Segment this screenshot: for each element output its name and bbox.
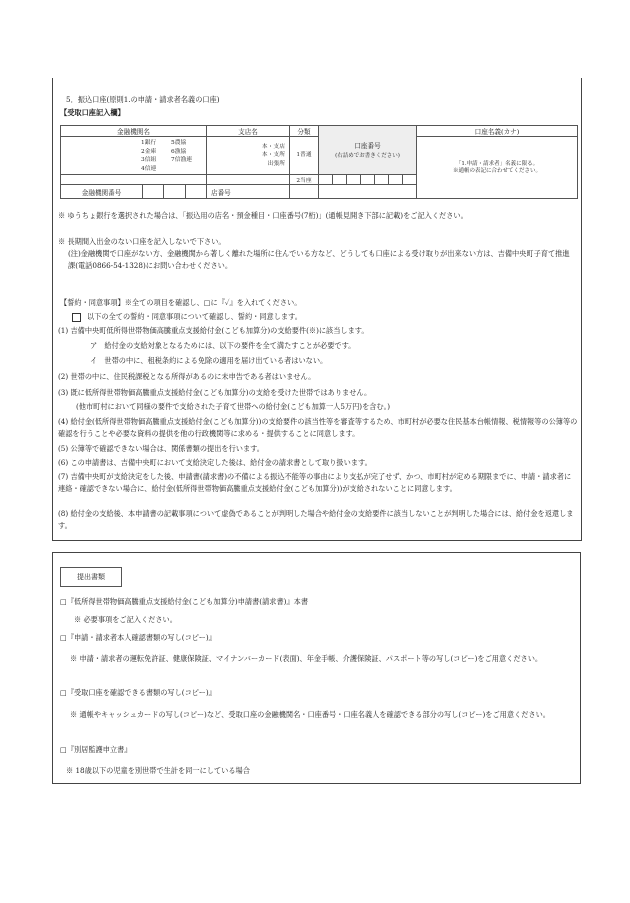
acct-digit-7[interactable] — [403, 175, 417, 185]
class-futsu: 1普通 — [296, 152, 312, 159]
holder-cell[interactable] — [417, 137, 578, 199]
account-number-cell[interactable] — [319, 126, 417, 175]
documents-tag: 提出書類 — [60, 567, 122, 587]
branch-name-cell[interactable] — [207, 137, 290, 175]
doc-4: □『別居監護申立書』 — [60, 745, 132, 754]
pledge-item-3: (3) 既に低所得世帯物価高騰重点支援給付金(こども加算分)の支給を受けた世帯ではありません。 — [58, 388, 372, 397]
acct-digit-5[interactable] — [375, 175, 389, 185]
acct-digit-6[interactable] — [389, 175, 403, 185]
branch-type-shucchojo: 出張所 — [267, 160, 285, 167]
bank-type-shingyoren: 7信漁連 — [171, 157, 193, 163]
class-cell[interactable] — [290, 137, 319, 175]
pledge-item-3-note: (他市町村において同様の要件で支給された子育て世帯への給付金(こども加算一人5万円)を含む。) — [76, 402, 391, 411]
note-yucho: ※ ゆうちょ銀行を選択された場合は、「振込用の店名・預金種目・口座番号(7桁)」(通帳見開き下部に記載)をご記入ください。 — [58, 211, 468, 220]
bank-type-bank: 1銀行 — [141, 140, 157, 146]
header-account-number: 口座番号 — [354, 142, 381, 150]
bank-type-gyokyo: 6漁協 — [171, 148, 187, 155]
header-class: 分類 — [290, 126, 319, 137]
doc-3-note: ※ 通帳やキャッシュカードの写し(コピー)など、受取口座の金融機関名・口座番号・口座名義人を確認できる部分の写し(コピー)をご用意ください。 — [70, 710, 550, 719]
acct-digit-4[interactable] — [361, 175, 375, 185]
branch-blank-row — [207, 175, 290, 185]
bank-type-nokyo: 5農協 — [171, 140, 187, 146]
bank-type-shinren: 4信連 — [141, 165, 157, 172]
pledge-item-8: (8) 給付金の支給後、本申請書の記載事項について虚偽であることが判明した場合や給付金の支給要件に該当しないことが判明した場合には、給付金を返還します。 — [58, 509, 574, 530]
pledge-item-2: (2) 世帯の中に、住民税課税となる所得があるのに未申告である者はいません。 — [58, 372, 316, 381]
pledge-item-1b: イ 世帯の中に、租税条約による免除の適用を届け出ている者はいない。 — [90, 356, 328, 365]
section5-title: 5．振込口座(原則1.の申請・請求者名義の口座) — [66, 95, 220, 104]
pledge-item-1a: ア 給付金の支給対象となるためには、以下の要件を全て満たすことが必要です。 — [90, 341, 356, 350]
account-table — [60, 125, 578, 199]
note-long-term-2: (注)金融機関で口座がない方、金融機関から著しく離れた場所に住んでいる方など、どうしても口座による受け取りが出来ない方は、吉備中央町子育て推進課(電話0866-54-1328)にお問い合わせください。 — [68, 249, 570, 270]
acct-digit-3[interactable] — [347, 175, 361, 185]
section5-subtitle: 【受取口座記入欄】 — [60, 108, 125, 117]
branch-code-label: 店番号 — [207, 185, 290, 199]
doc-2: □『申請・請求者本人確認書類の写し(コピー)』 — [60, 633, 216, 642]
branch-code-box[interactable] — [290, 185, 319, 199]
holder-note-1: 「1.申請・請求者」名義に限る。 — [455, 160, 539, 167]
doc-2-note: ※ 申請・請求者の運転免許証、健康保険証、マイナンバーカード(表面)、年金手帳、介護保険証、パスポート等の写し(コピー)をご用意ください。 — [70, 654, 543, 663]
bank-name-cell[interactable] — [61, 137, 207, 175]
doc-3: □『受取口座を確認できる書類の写し(コピー)』 — [60, 688, 216, 697]
bank-code-digit-1[interactable] — [143, 185, 164, 199]
doc-1: □『低所得世帯物価高騰重点支援給付金(こども加算分)申請書(請求書)』本書 — [60, 597, 309, 606]
pledge-item-1: (1) 吉備中央町低所得世帯物価高騰重点支援給付金(こども加算分)の支給要件(※)に該当します。 — [58, 326, 369, 335]
bank-blank-row — [61, 175, 207, 185]
acct-digit-1[interactable] — [319, 175, 333, 185]
pledge-agree-row[interactable] — [72, 312, 302, 322]
acct-bottom-row — [319, 185, 417, 199]
class-toza: 2当座 — [290, 175, 319, 185]
agree-all-label: 以下の全ての誓約・同意事項について確認し、誓約・同意します。 — [87, 312, 302, 321]
branch-type-honshisho: 本・支所 — [261, 152, 285, 159]
agree-checkbox[interactable] — [72, 313, 81, 322]
bank-code-digit-3[interactable] — [185, 185, 206, 199]
bank-code-label: 金融機関番号 — [61, 185, 143, 199]
acct-digit-2[interactable] — [333, 175, 347, 185]
bank-type-shinkumi: 3信組 — [141, 157, 157, 163]
pledge-item-4: (4) 給付金(低所得世帯物価高騰重点支援給付金(こども加算分))の支給要件の該当性等を審査等するため、市町村が必要な住民基本台帳情報、税情報等の公簿等の確認を行うことや必要な資料の提供を他の行政機関等に求める・提供することに同意します。 — [58, 417, 578, 438]
bank-type-shinkin: 2金庫 — [141, 148, 157, 155]
pledge-item-5: (5) 公簿等で確認できない場合は、関係書類の提出を行います。 — [58, 444, 264, 453]
bank-code-digit-2[interactable] — [164, 185, 185, 199]
branch-type-honshiten: 本・支店 — [261, 143, 285, 150]
note-long-term-1: ※ 長期間入出金のない口座を記入しないで下さい。 — [58, 237, 226, 246]
holder-note-2: ※通帳の表記に合わせてください。 — [452, 167, 541, 174]
pledge-heading: 【誓約・同意事項】※全ての項目を確認し、□に『✓』を入れてください。 — [60, 298, 302, 307]
header-bank: 金融機関名 — [61, 126, 207, 137]
pledge-item-6: (6) この申請書は、吉備中央町において支給決定した後は、給付金の請求書として取り扱います。 — [58, 458, 372, 467]
doc-1-note: ※ 必要事項をご記入ください。 — [74, 615, 177, 624]
header-holder: 口座名義(カナ) — [417, 126, 578, 137]
header-branch: 支店名 — [207, 126, 290, 137]
doc-4-note: ※ 18歳以下の児童を別世帯で生計を同一にしている場合 — [66, 766, 250, 775]
pledge-item-7: (7) 吉備中央町が支給決定をした後、申請書(請求書)の不備による振込不能等の事由により支払が完了せず、かつ、市町村が定める期限までに、申請・請求者に連絡・確認できない場合に、給付金(低所得世帯物価高騰重点支援給付金(こども加算分))が支給されないことに同意します。 — [58, 472, 572, 493]
account-number-note: (右詰めでお書きください) — [335, 153, 400, 159]
